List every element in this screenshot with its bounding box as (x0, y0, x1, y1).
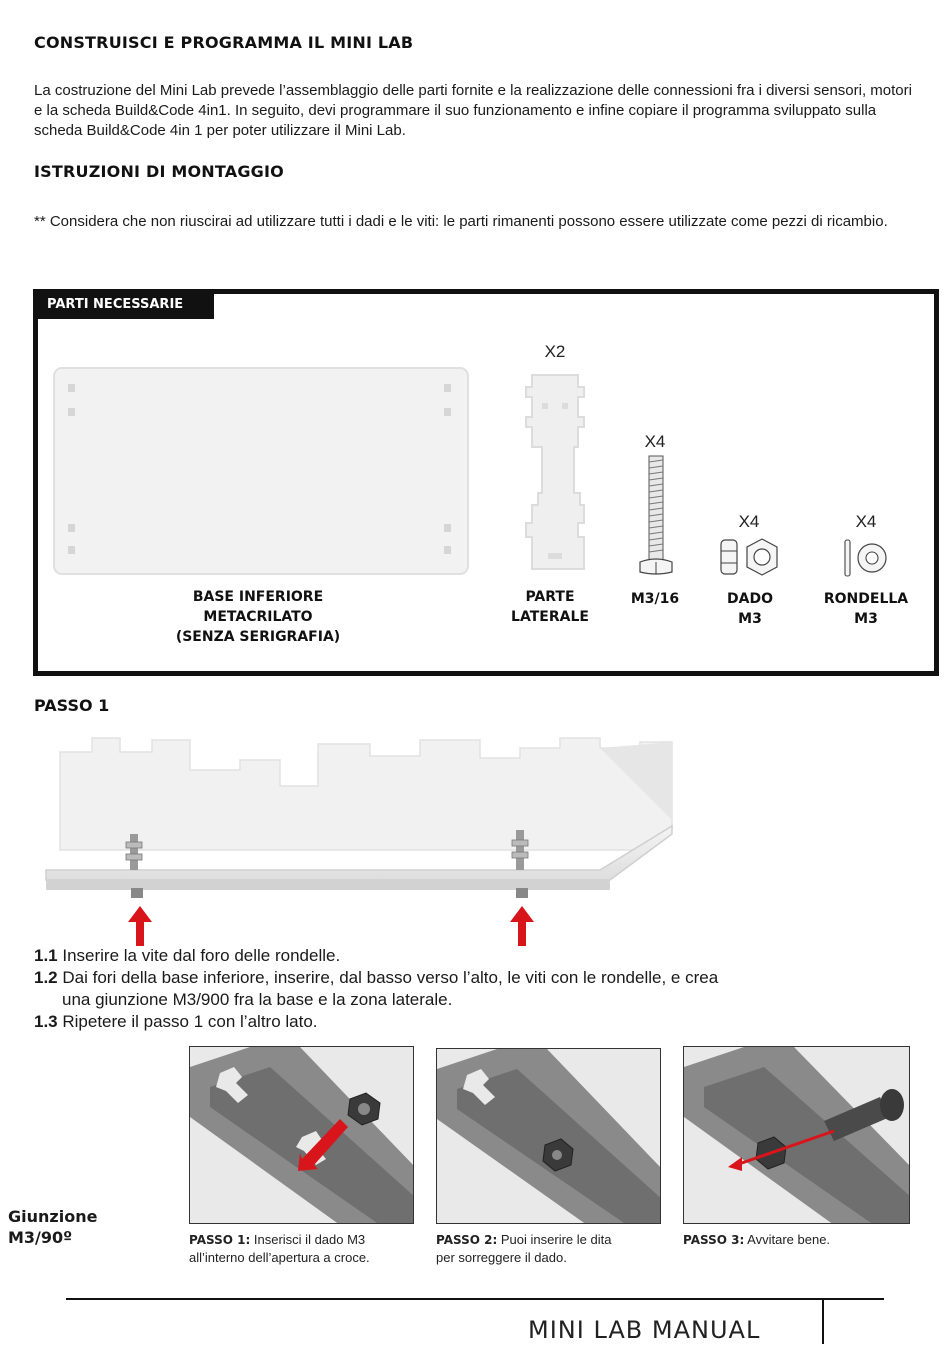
step-line (34, 1011, 914, 1033)
substep-3-caption (683, 1231, 923, 1249)
substep-2-photo (436, 1048, 661, 1224)
side-part-image (524, 373, 586, 573)
caption-text: per sorreggere il dado. (436, 1250, 567, 1265)
base-plate-label-line: METACRILATO (203, 609, 313, 625)
nut-qty: X4 (738, 512, 760, 531)
giunzione-title-line: Giunzione (8, 1207, 98, 1226)
caption-label: PASSO 1: (189, 1233, 251, 1247)
base-plate-label-line: (SENZA SERIGRAFIA) (175, 629, 341, 645)
side-part-qty: X2 (544, 342, 566, 361)
caption-label: PASSO 2: (436, 1233, 498, 1247)
base-plate-label (140, 587, 376, 647)
screw-label-line: M3/16 (630, 591, 680, 607)
nut-label (706, 589, 794, 629)
instructions-note: ** Considera che non riuscirai ad utilizzare tutti i dadi e le viti: le parti rimanenti possono essere utilizzate come pezzi di ricambio. (34, 213, 888, 230)
caption-line (683, 1231, 923, 1249)
caption-label: PASSO 3: (683, 1233, 745, 1247)
side-part-label-line: LATERALE (511, 609, 589, 625)
substep-3-photo (683, 1046, 910, 1224)
substep-1-caption (189, 1231, 429, 1266)
page-title: CONSTRUISCI E PROGRAMMA IL MINI LAB (34, 33, 414, 52)
step-text: una giunzione M3/900 fra la base e la zona laterale. (62, 990, 453, 1009)
passo1-steps (34, 945, 914, 1033)
substep-2-caption (436, 1231, 676, 1266)
washer-label-line: RONDELLA (823, 591, 909, 607)
substep-1-photo (189, 1046, 414, 1224)
footer-vertical-divider (822, 1300, 824, 1344)
caption-text: Inserisci il dado M3 (253, 1232, 366, 1247)
step-number: 1.1 (34, 946, 58, 965)
caption-text: Puoi inserire le dita (500, 1232, 612, 1247)
intro-paragraph: La costruzione del Mini Lab prevede l’assemblaggio delle parti fornite e la realizzazione delle connessioni fra i diversi sensori, motori e la scheda Build&Code 4in1. In seguito, devi programmare il suo funzionamento e infine copiare il programma sviluppato sulla scheda Build&Code 4in 1 per poter utilizzare il Mini Lab. (34, 82, 912, 139)
substep-2-image (437, 1049, 661, 1224)
screw-label (614, 589, 696, 609)
parts-tab: PARTI NECESSARIE (33, 289, 214, 319)
substep-3-image (684, 1047, 910, 1224)
caption-text: all’interno dell’apertura a croce. (189, 1250, 370, 1265)
instructions-title: ISTRUZIONI DI MONTAGGIO (34, 162, 284, 181)
screw-qty: X4 (644, 432, 666, 451)
step-line (34, 967, 914, 989)
step-line (34, 989, 914, 1011)
footer-divider (66, 1298, 884, 1300)
base-plate-label-line: BASE INFERIORE (192, 589, 324, 605)
step-text: Ripetere il passo 1 con l’altro lato. (62, 1012, 318, 1031)
substep-1-image (190, 1047, 414, 1224)
caption-line (189, 1231, 429, 1249)
base-plate-image (52, 366, 470, 576)
washer-label-line: M3 (854, 611, 878, 627)
step-number: 1.2 (34, 968, 58, 987)
step-line (34, 945, 914, 967)
washer-image (842, 538, 890, 578)
step-text: Dai fori della base inferiore, inserire, dal basso verso l’alto, le viti con le rondelle, e crea (62, 968, 719, 987)
nut-label-line: M3 (738, 611, 762, 627)
caption-line (436, 1231, 676, 1249)
footer-title: MINI LAB MANUAL (528, 1316, 761, 1344)
washer-qty: X4 (855, 512, 877, 531)
side-part-label-line: PARTE (525, 589, 575, 605)
screw-image (636, 454, 676, 580)
step-number: 1.3 (34, 1012, 58, 1031)
side-part-label (494, 587, 606, 627)
assembly-photo (40, 730, 676, 946)
giunzione-title (8, 1206, 97, 1248)
caption-text: Avvitare bene. (747, 1232, 831, 1247)
passo1-title: PASSO 1 (34, 696, 110, 715)
nut-image (718, 536, 782, 578)
washer-label (810, 589, 922, 629)
giunzione-title-line: M3/90º (8, 1228, 73, 1247)
step-text: Inserire la vite dal foro delle rondelle. (57, 946, 341, 965)
nut-label-line: DADO (727, 591, 773, 607)
